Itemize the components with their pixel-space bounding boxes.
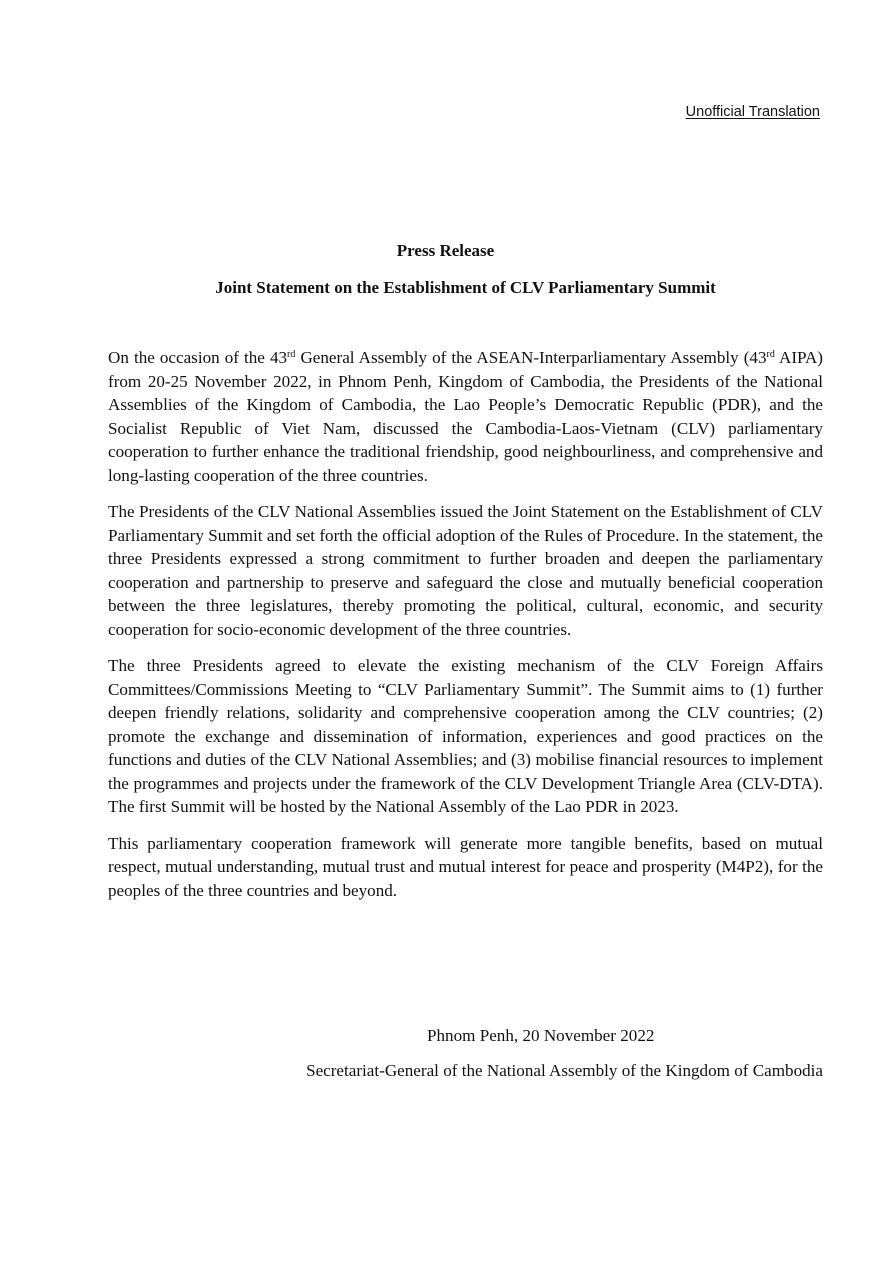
ordinal-suffix: rd — [287, 349, 296, 360]
unofficial-translation-note: Unofficial Translation — [685, 104, 820, 120]
paragraph-1-part-b: General Assembly of the ASEAN-Interparliamentary Assembly (43 — [295, 348, 767, 367]
paragraph-3: The three Presidents agreed to elevate the existing mechanism of the CLV Foreign Affairs Committees/Commissions Meeting to “CLV Parliamentary Summit”. The Summit aims to (1) further deepen friendly relations, solidarity and comprehensive cooperation among the CLV countries; (2) promote the exchange and dissemination of information, experiences and good practices on the functions and duties of the CLV National Assemblies; and (3) mobilise financial resources to implement the programmes and projects under the framework of the CLV Development Triangle Area (CLV-DTA). The first Summit will be hosted by the National Assembly of the Lao PDR in 2023. — [108, 656, 823, 816]
paragraph-1-part-c: AIPA) from 20-25 November 2022, in Phnom Penh, Kingdom of Cambodia, the Presidents of the National Assemblies of the Kingdom of Cambodia, the Lao People’s Democratic Republic (PDR), and the Socialist Republic of Viet Nam, discussed the Cambodia-Laos-Vietnam (CLV) parliamentary cooperation to further enhance the traditional friendship, good neighbourliness, and comprehensive and long-lasting cooperation of the three countries. — [108, 348, 823, 485]
paragraph-4: This parliamentary cooperation framework will generate more tangible benefits, based on mutual respect, mutual understanding, mutual trust and mutual interest for peace and prosperity (M4P2), for the peoples of the three countries and beyond. — [108, 833, 823, 900]
press-release-title: Press Release — [396, 241, 495, 260]
ordinal-suffix: rd — [766, 349, 775, 360]
place-and-date: Phnom Penh, 20 November 2022 — [427, 1026, 655, 1045]
issuing-organization: Secretariat-General of the National Assembly of the Kingdom of Cambodia — [306, 1061, 823, 1080]
paragraph-2: The Presidents of the CLV National Assemblies issued the Joint Statement on the Establishment of CLV Parliamentary Summit and set forth the official adoption of the Rules of Procedure. In the statement, the three Presidents expressed a strong commitment to further broaden and deepen the parliamentary cooperation and partnership to preserve and safeguard the close and mutually beneficial cooperation between the three legislatures, thereby promoting the political, cultural, economic, and security cooperation for socio-economic development of the three countries. — [108, 502, 823, 639]
paragraph-1 — [108, 346, 823, 487]
statement-title: Joint Statement on the Establishment of CLV Parliamentary Summit — [215, 278, 716, 297]
document-body — [108, 346, 823, 915]
paragraph-1-part-a: On the occasion of the 43 — [108, 348, 288, 367]
